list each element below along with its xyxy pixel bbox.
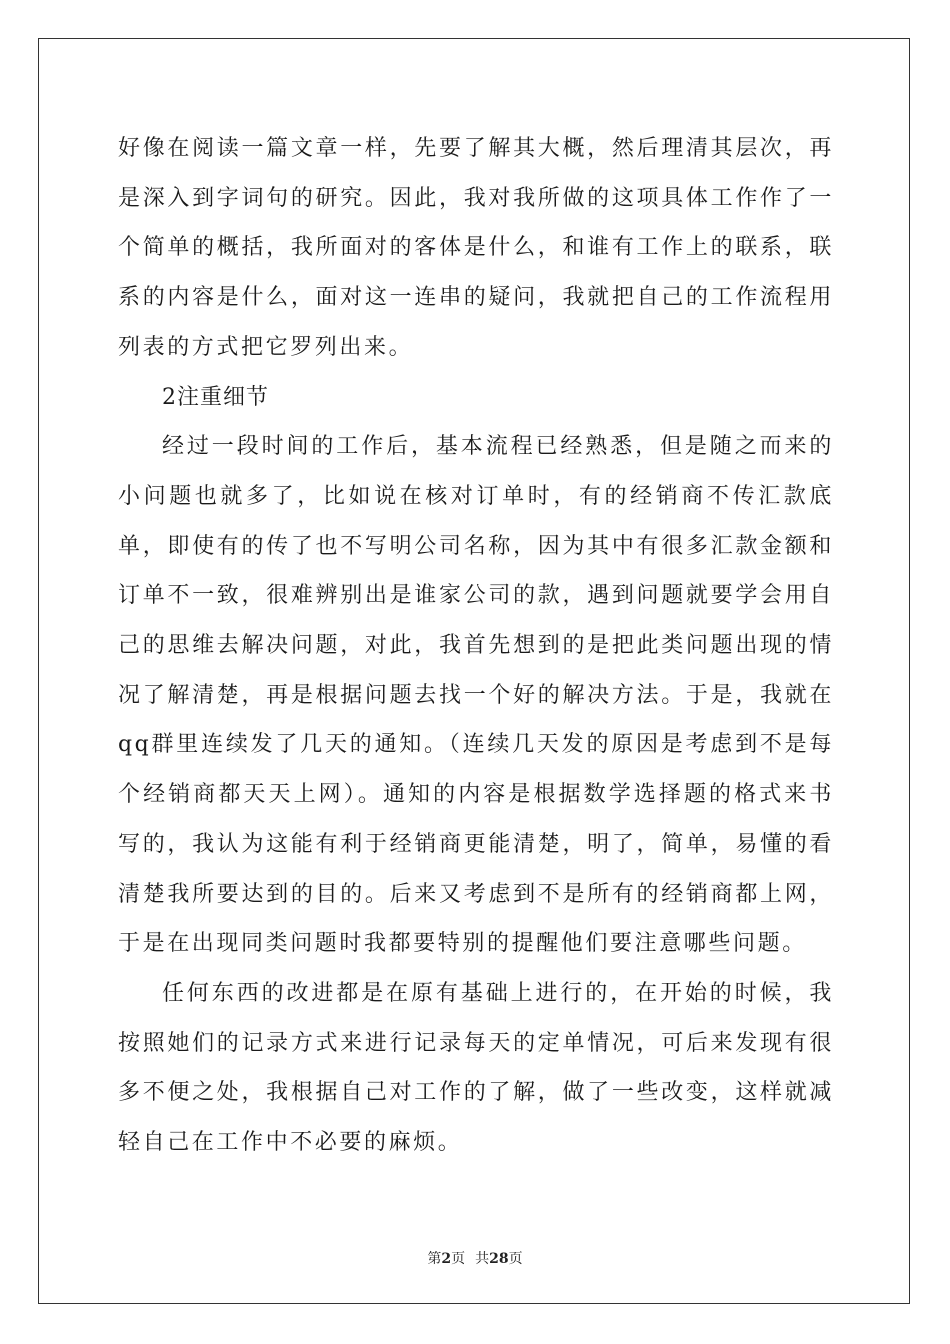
paragraph: 任何东西的改进都是在原有基础上进行的，在开始的时候，我按照她们的记录方式来进行记录每天的定单情况，可后来发现有很多不便之处，我根据自己对工作的了解，做了一些改变，这样就减轻自己在工作中不必要的麻烦。 (118, 980, 834, 1156)
paragraph: 经过一段时间的工作后，基本流程已经熟悉，但是随之而来的小问题也就多了，比如说在核对订单时，有的经销商不传汇款底单，即使有的传了也不写明公司名称，因为其中有很多汇款金额和订单不一致，很难辨别出是谁家公司的款，遇到问题就要学会用自己的思维去解决问题，对此，我首先想到的是把此类问题出现的情况了解清楚，再是根据问题去找一个好的解决方法。于是，我就在qq群里连续发了几天的通知。（连续几天发的原因是考虑到不是每个经销商都天天上网）。通知的内容是根据数学选择题的格式来书写的，我认为这能有利于经销商更能清楚，明了，简单，易懂的看清楚我所要达到的目的。后来又考虑到不是所有的经销商都上网，于是在出现同类问题时我都要特别的提醒他们要注意哪些问题。 (118, 434, 834, 957)
total-label-suffix: 页 (508, 1251, 523, 1267)
page-label-suffix: 页 (451, 1251, 466, 1267)
page-footer (0, 1248, 950, 1268)
total-label-prefix: 共 (475, 1251, 490, 1267)
page-number: 2 (441, 1251, 452, 1267)
page-label-prefix: 第 (427, 1251, 442, 1267)
total-pages: 28 (489, 1251, 509, 1267)
document-body (118, 124, 834, 1168)
paragraph-continuation: 好像在阅读一篇文章一样，先要了解其大概，然后理清其层次，再是深入到字词句的研究。因此，我对我所做的这项具体工作作了一个简单的概括，我所面对的客体是什么，和谁有工作上的联系，联系的内容是什么，面对这一连串的疑问，我就把自己的工作流程用列表的方式把它罗列出来。 (118, 136, 834, 360)
section-heading: 2注重细节 (162, 384, 269, 410)
